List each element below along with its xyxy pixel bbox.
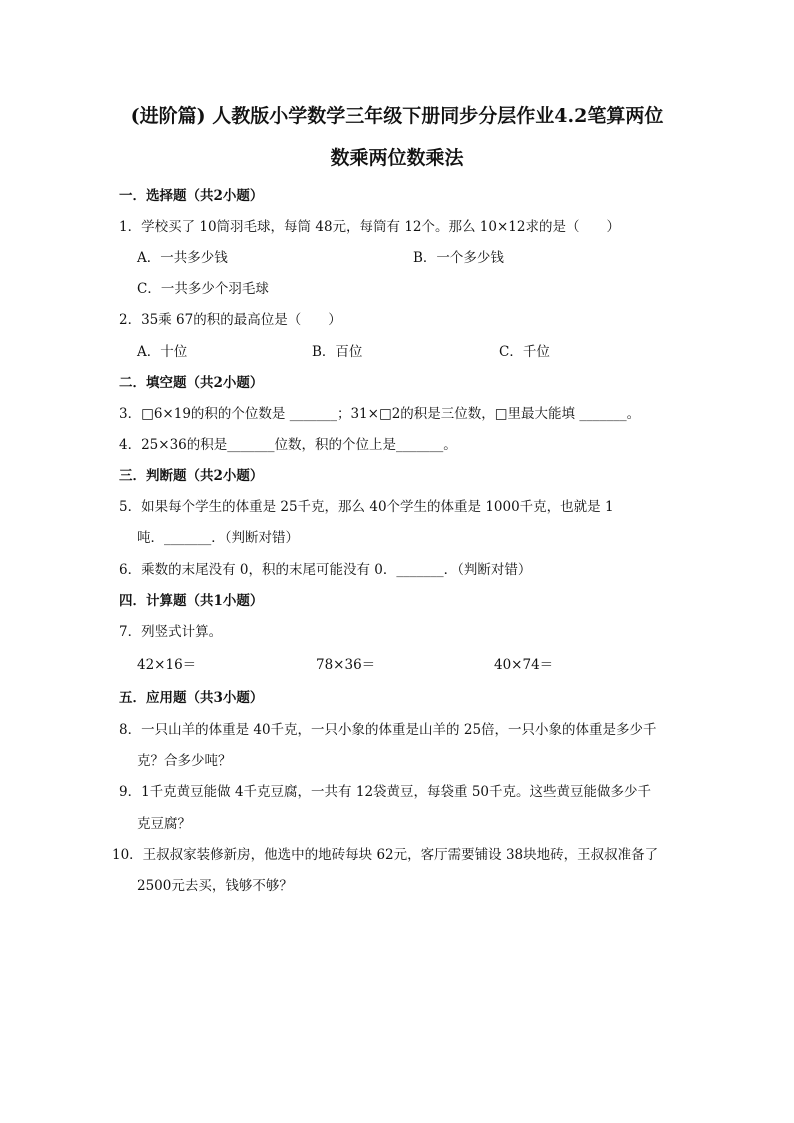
question-6: 6．乘数的末尾没有 0，积的末尾可能没有 0．_______．（判断对错） — [119, 562, 532, 578]
section-heading-choice: 一．选择题（共2小题） — [119, 188, 264, 204]
question-4: 4．25×36的积是_______位数，积的个位上是_______。 — [119, 437, 457, 453]
question-7-item-1: 42×16＝ — [137, 657, 197, 673]
question-1-option-c: C．一共多少个羽毛球 — [137, 281, 269, 297]
question-9-line-1: 9．1千克黄豆能做 4千克豆腐，一共有 12袋黄豆，每袋重 50千克。这些黄豆能做多少千 — [119, 784, 651, 800]
question-5-line-1: 5．如果每个学生的体重是 25千克，那么 40个学生的体重是 1000千克，也就是 1 — [119, 499, 614, 515]
question-10-line-1: 10．王叔叔家装修新房，他选中的地砖每块 62元，客厅需要铺设 38块地砖，王叔叔准备了 — [112, 847, 659, 863]
question-2-option-b: B．百位 — [312, 344, 363, 360]
section-heading-word-problems: 五．应用题（共3小题） — [119, 690, 264, 706]
page-title-line-1: (进阶篇) 人教版小学数学三年级下册同步分层作业4.2笔算两位 — [130, 105, 664, 127]
question-3: 3．□6×19的积的个位数是 _______；31×□2的积是三位数，□里最大能填 _______。 — [119, 406, 641, 422]
question-2-option-c: C．千位 — [499, 344, 550, 360]
section-heading-calculation: 四．计算题（共1小题） — [119, 593, 264, 609]
question-5-line-2: 吨．_______．（判断对错） — [137, 530, 299, 546]
question-7-stem: 7．列竖式计算。 — [119, 624, 223, 640]
question-7-item-2: 78×36＝ — [316, 657, 376, 673]
question-8-line-1: 8．一只山羊的体重是 40千克，一只小象的体重是山羊的 25倍，一只小象的体重是多少千 — [119, 722, 657, 738]
section-heading-true-false: 三．判断题（共2小题） — [119, 468, 264, 484]
question-7-item-3: 40×74＝ — [494, 657, 554, 673]
question-9-line-2: 克豆腐？ — [137, 816, 191, 832]
question-2-stem: 2．35乘 67的积的最高位是（ ） — [119, 312, 342, 328]
section-heading-fill-in: 二．填空题（共2小题） — [119, 375, 264, 391]
question-1-option-a: A．一共多少钱 — [137, 250, 228, 266]
question-1-stem: 1．学校买了 10筒羽毛球，每筒 48元，每筒有 12个。那么 10×12求的是（ ） — [119, 219, 620, 235]
question-2-option-a: A．十位 — [137, 344, 188, 360]
question-10-line-2: 2500元去买，钱够不够？ — [137, 878, 293, 894]
question-8-line-2: 克？合多少吨？ — [137, 753, 232, 769]
question-1-option-b: B．一个多少钱 — [413, 250, 504, 266]
page-title-line-2: 数乘两位数乘法 — [330, 147, 464, 169]
